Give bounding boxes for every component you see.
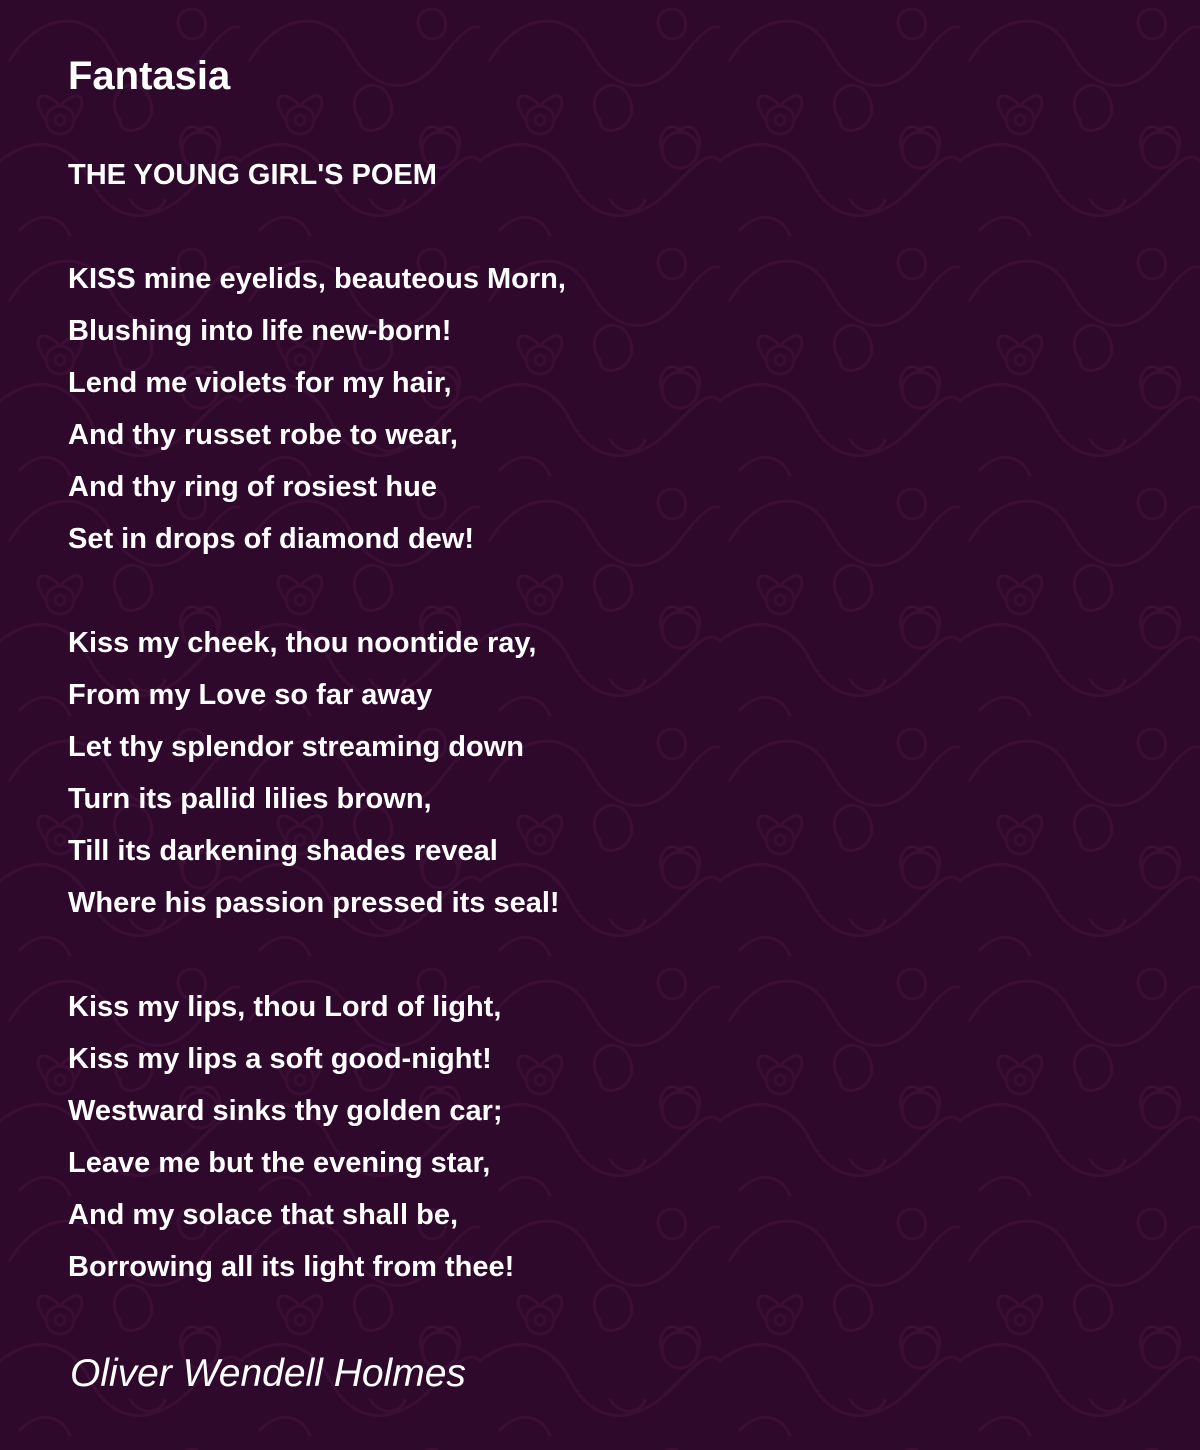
poem-line: Leave me but the evening star, bbox=[68, 1147, 491, 1179]
poem-line: Kiss my cheek, thou noontide ray, bbox=[68, 627, 537, 659]
poem-line: And my solace that shall be, bbox=[68, 1199, 458, 1231]
stanza-2 bbox=[68, 617, 560, 929]
poem-line: Let thy splendor streaming down bbox=[68, 731, 524, 763]
poem-title: Fantasia bbox=[68, 54, 231, 98]
poem-line: Kiss my lips a soft good-night! bbox=[68, 1043, 492, 1075]
poem-author: Oliver Wendell Holmes bbox=[70, 1352, 466, 1395]
poem-line: Turn its pallid lilies brown, bbox=[68, 783, 432, 815]
poem-subtitle: THE YOUNG GIRL'S POEM bbox=[68, 159, 437, 191]
poem-line: Blushing into life new-born! bbox=[68, 315, 452, 347]
poem-line: Till its darkening shades reveal bbox=[68, 835, 498, 867]
stanza-3 bbox=[68, 981, 514, 1293]
poem-line: Set in drops of diamond dew! bbox=[68, 523, 474, 555]
poem-line: KISS mine eyelids, beauteous Morn, bbox=[68, 263, 566, 295]
poem-line: Kiss my lips, thou Lord of light, bbox=[68, 991, 502, 1023]
stanza-1 bbox=[68, 253, 566, 565]
poem-line: Westward sinks thy golden car; bbox=[68, 1095, 503, 1127]
poem-line: Borrowing all its light from thee! bbox=[68, 1251, 515, 1283]
poem-line: Lend me violets for my hair, bbox=[68, 367, 452, 399]
poem-line: And thy ring of rosiest hue bbox=[68, 471, 437, 503]
poem-line: From my Love so far away bbox=[68, 679, 433, 711]
poem-line: Where his passion pressed its seal! bbox=[68, 887, 560, 919]
poem-line: And thy russet robe to wear, bbox=[68, 419, 458, 451]
